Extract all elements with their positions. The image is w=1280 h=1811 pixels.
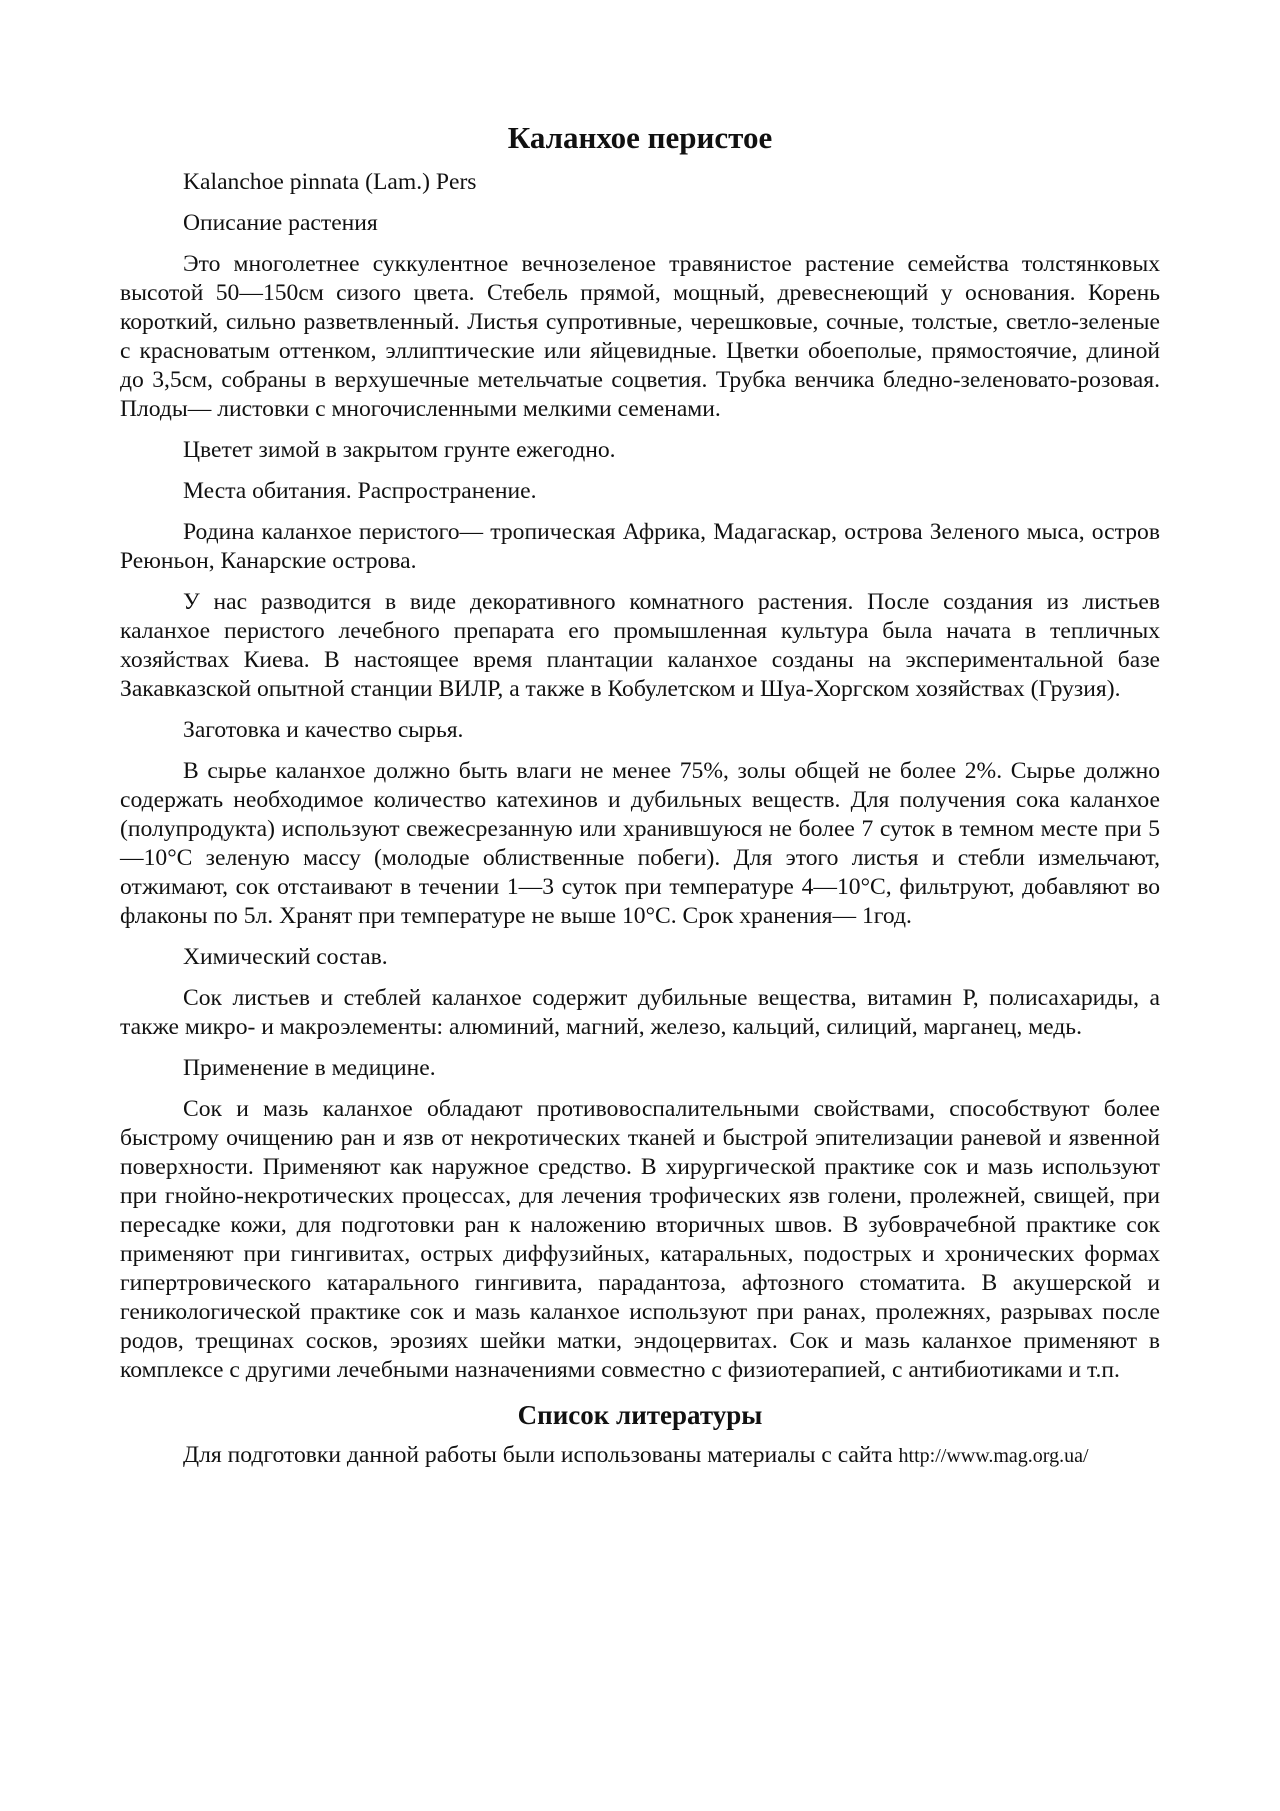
- cultivation-paragraph: У нас разводится в виде декоративного комнатного растения. После создания из листьев каланхое перистого лечебного препарата его промышленная культура была начата в тепличных хозяйствах Киева. В настоящее время плантации каланхое созданы на экспериментальной базе Закавказской опытной станции ВИЛР, а также в Кобулетском и Шуа-Хоргском хозяйствах (Грузия).: [120, 589, 1160, 702]
- section-heading-medicine: Применение в медицине.: [183, 1055, 436, 1081]
- references-paragraph: [120, 1441, 1160, 1471]
- references-link[interactable]: http://www.mag.org.ua/: [898, 1445, 1089, 1467]
- document-body: [120, 118, 1160, 1471]
- chemistry-paragraph: Сок листьев и стеблей каланхое содержит дубильные вещества, витамин Р, полисахариды, а также микро- и макроэлементы: алюминий, магний, железо, кальций, силиций, марганец, медь.: [120, 985, 1160, 1040]
- references-title: Список литературы: [517, 1400, 763, 1430]
- document-title: Каланхое перистое: [507, 120, 773, 155]
- harvest-paragraph: В сырье каланхое должно быть влаги не менее 75%, золы общей не более 2%. Сырье должно содержать необходимое количество катехинов и дубильных веществ. Для получения сока каланхое (полупродукта) используют свежесрезанную или хранившуюся не более 7 суток в темном месте при 5—10°С зеленую массу (молодые облиственные побеги). Для этого листья и стебли измельчают, отжимают, сок отстаивают в течении 1—3 суток при температуре 4—10°С, фильтруют, добавляют во флаконы по 5л. Хранят при температуре не выше 10°С. Срок хранения— 1год.: [120, 758, 1160, 929]
- description-paragraph: Это многолетнее суккулентное вечнозеленое травянистое растение семейства толстянковых высотой 50—150см сизого цвета. Стебель прямой, мощный, древеснеющий у основания. Корень короткий, сильно разветвленный. Листья супротивные, черешковые, сочные, толстые, светло-зеленые с красноватым оттенком, эллиптические или яйцевидные. Цветки обоеполые, прямостоячие, длиной до 3,5см, собраны в верхушечные метельчатые соцветия. Трубка венчика бледно-зеленовато-розовая. Плоды— листовки с многочисленными мелкими семенами.: [120, 251, 1160, 422]
- latin-name: Kalanchoe pinnata (Lam.) Pers: [183, 169, 477, 195]
- section-heading-harvest: Заготовка и качество сырья.: [183, 717, 464, 743]
- medicine-paragraph: Сок и мазь каланхое обладают противовоспалительными свойствами, способствуют более быстрому очищению ран и язв от некротических тканей и быстрой эпителизации раневой и язвенной поверхности. Применяют как наружное средство. В хирургической практике сок и мазь используют при гнойно-некротических процессах, для лечения трофических язв голени, пролежней, свищей, при пересадке кожи, для подготовки ран к наложению вторичных швов. В зубоврачебной практике сок применяют при гингивитах, острых диффузийных, катаральных, подострых и хронических формах гипертровического катарального гингивита, парадантоза, афтозного стоматита. В акушерской и геникологической практике сок и мазь каланхое используют при ранах, пролежнях, разрывах после родов, трещинах сосков, эрозиях шейки матки, эндоцервитах. Сок и мазь каланхое применяют в комплексе с другими лечебными назначениями совместно с физиотерапией, с антибиотиками и т.п.: [120, 1096, 1160, 1383]
- habitat-paragraph: Родина каланхое перистого— тропическая Африка, Мадагаскар, острова Зеленого мыса, остров Реюньон, Канарские острова.: [120, 519, 1160, 574]
- section-heading-habitat: Места обитания. Распространение.: [183, 478, 537, 504]
- references-text: Для подготовки данной работы были использованы материалы с сайта: [183, 1442, 899, 1468]
- flowering-paragraph: Цветет зимой в закрытом грунте ежегодно.: [183, 437, 616, 463]
- section-heading-chemistry: Химический состав.: [183, 944, 388, 970]
- section-heading-description: Описание растения: [183, 210, 378, 236]
